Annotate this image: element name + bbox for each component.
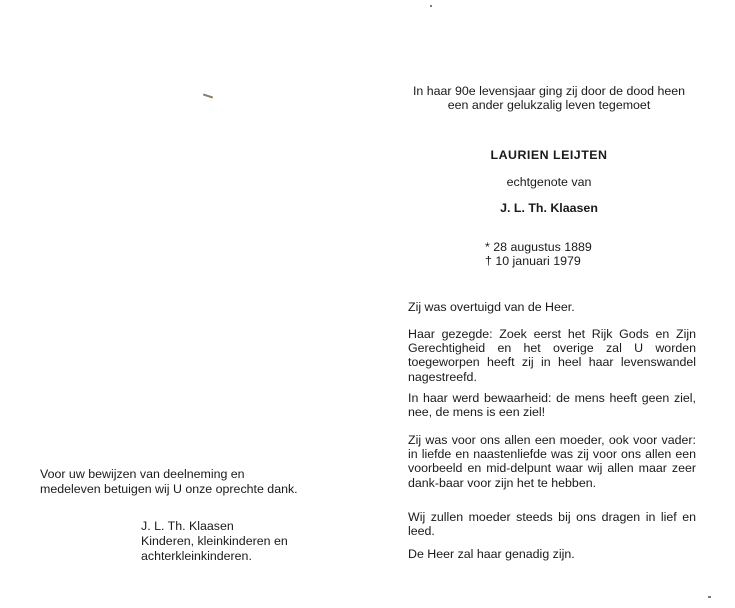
paragraph: In haar werd bewaarheid: de mens heeft geen ziel, nee, de mens is een ziel! — [408, 391, 696, 420]
scan-speck — [708, 596, 711, 598]
thanks-text: Voor uw bewijzen van deelneming en medeleven betuigen wij U onze oprechte dank. — [40, 467, 298, 496]
paragraph: Wij zullen moeder steeds bij ons dragen in lief en leed. — [408, 510, 696, 539]
scan-speck — [430, 5, 432, 7]
scan-speck — [203, 94, 213, 99]
death-date: † 10 januari 1979 — [485, 254, 581, 268]
spouse-name: J. L. Th. Klaasen — [500, 201, 598, 215]
signature-line: J. L. Th. Klaasen — [141, 519, 234, 533]
paragraph: Zij was voor ons allen een moeder, ook voor vader: in liefde en naastenliefde was zij voor ons allen een voorbeeld en mid-delpunt waar wij allen maar zeer dank-baar voor zijn het te hebben. — [408, 433, 696, 490]
paragraph: De Heer zal haar genadig zijn. — [408, 547, 575, 561]
paragraph: Haar gezegde: Zoek eerst het Rijk Gods en Zijn Gerechtigheid en het overige zal U worden toegeworpen heeft zij in heel haar levenswandel nagestreefd. — [408, 327, 696, 384]
deceased-name: LAURIEN LEIJTEN — [490, 148, 608, 162]
paragraph: Zij was overtuigd van de Heer. — [408, 300, 575, 314]
signature-line: Kinderen, kleinkinderen en — [141, 534, 288, 548]
life-dates — [485, 240, 645, 268]
intro-text: In haar 90e levensjaar ging zij door de dood heen een ander gelukzalig leven tegemoet — [412, 84, 686, 112]
signature-block — [141, 519, 341, 564]
signature-line: achterkleinkinderen. — [141, 549, 252, 563]
birth-date: * 28 augustus 1889 — [485, 240, 592, 254]
spouse-label: echtgenote van — [506, 175, 592, 189]
